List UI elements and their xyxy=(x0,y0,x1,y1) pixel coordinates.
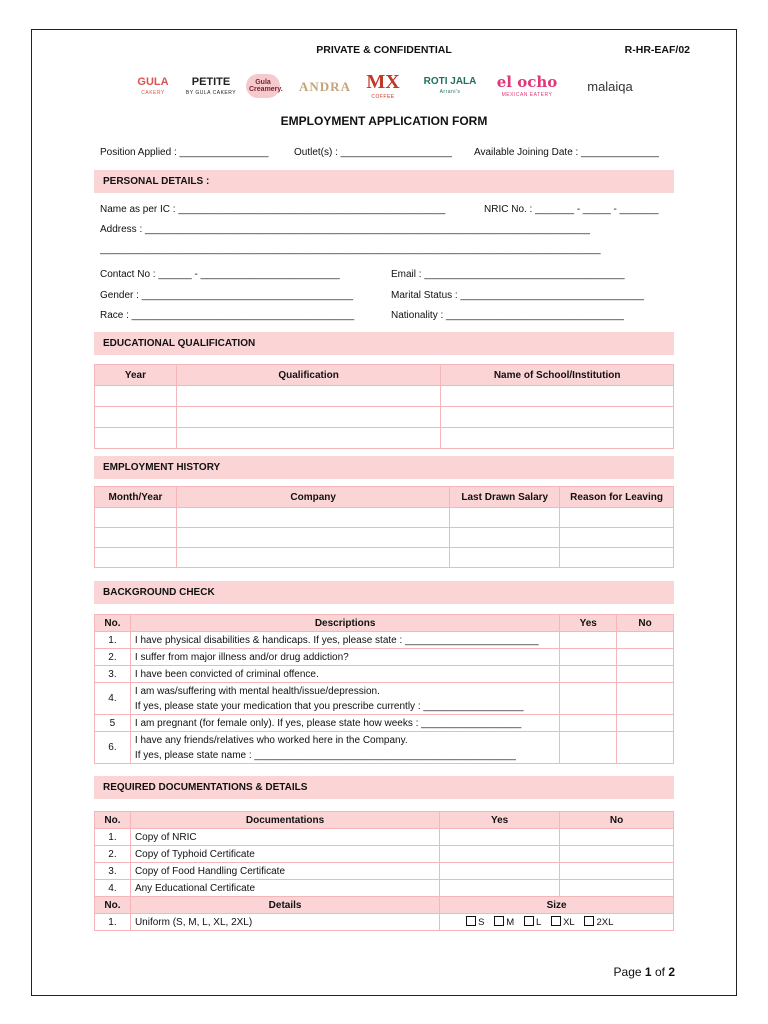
brand-logos-row xyxy=(128,70,648,102)
yes-cell[interactable] xyxy=(560,683,617,715)
logo-subtext: CAKERY xyxy=(141,89,165,96)
logo-text: MX xyxy=(366,71,400,93)
column-header: Company xyxy=(176,487,449,508)
form-title: EMPLOYMENT APPLICATION FORM xyxy=(280,114,488,128)
outlet-field[interactable]: Outlet(s) : ____________________ xyxy=(294,147,452,158)
background-check-table xyxy=(94,614,674,764)
no-cell[interactable] xyxy=(560,829,674,846)
yes-cell[interactable] xyxy=(560,715,617,732)
column-header: No xyxy=(560,812,674,829)
size-option-l[interactable] xyxy=(524,916,541,928)
checkbox-icon[interactable] xyxy=(466,916,476,926)
row-number: 6. xyxy=(95,732,131,764)
page-number: 1 xyxy=(644,965,652,979)
personal-details-heading: PERSONAL DETAILS : xyxy=(94,170,674,193)
no-cell[interactable] xyxy=(617,649,674,666)
table-row xyxy=(95,846,674,863)
nric-field[interactable]: NRIC No. : _______ - _____ - _______ xyxy=(484,204,659,215)
column-header: No xyxy=(617,615,674,632)
no-cell[interactable] xyxy=(617,715,674,732)
table-row xyxy=(95,880,674,897)
table-cell[interactable] xyxy=(95,428,177,449)
table-cell[interactable] xyxy=(560,508,674,528)
uniform-label: Uniform (S, M, L, XL, 2XL) xyxy=(130,914,439,931)
checkbox-icon[interactable] xyxy=(551,916,561,926)
contact-field[interactable]: Contact No : ______ - _________________________ xyxy=(100,269,340,280)
row-description xyxy=(130,732,559,764)
size-label: S xyxy=(478,917,485,928)
page-total: 2 xyxy=(668,965,675,979)
column-header: No. xyxy=(95,615,131,632)
row-description: I have been convicted of criminal offence. xyxy=(130,666,559,683)
gula-creamery-logo xyxy=(243,70,283,102)
employment-table xyxy=(94,486,674,568)
gula-cakery-logo xyxy=(128,70,178,102)
column-header: Reason for Leaving xyxy=(560,487,674,508)
email-field[interactable]: Email : ____________________________________ xyxy=(391,269,625,280)
table-cell[interactable] xyxy=(176,428,441,449)
document-code: R-HR-EAF/02 xyxy=(624,44,690,56)
size-option-xl[interactable] xyxy=(551,916,575,928)
row-description: I suffer from major illness and/or drug addiction? xyxy=(130,649,559,666)
table-cell[interactable] xyxy=(441,386,674,407)
table-row xyxy=(95,508,674,528)
education-table xyxy=(94,364,674,449)
table-row xyxy=(95,528,674,548)
size-label: L xyxy=(536,917,542,928)
description-line: I am was/suffering with mental health/issue/depression. xyxy=(134,685,380,697)
el-ocho-logo xyxy=(491,70,563,102)
education-heading: EDUCATIONAL QUALIFICATION xyxy=(94,332,674,355)
table-row xyxy=(95,863,674,880)
table-cell[interactable] xyxy=(176,508,449,528)
yes-cell[interactable] xyxy=(560,732,617,764)
table-cell[interactable] xyxy=(95,508,177,528)
table-cell[interactable] xyxy=(95,407,177,428)
table-row xyxy=(95,407,674,428)
table-cell[interactable] xyxy=(95,386,177,407)
column-header: Yes xyxy=(440,812,560,829)
row-number: 2. xyxy=(95,846,131,863)
yes-cell[interactable] xyxy=(440,829,560,846)
column-header: No. xyxy=(95,897,131,914)
nationality-field[interactable]: Nationality : ________________________________ xyxy=(391,310,624,321)
yes-cell[interactable] xyxy=(440,846,560,863)
yes-cell[interactable] xyxy=(440,863,560,880)
size-label: M xyxy=(506,917,515,928)
mx-coffee-logo xyxy=(361,70,405,102)
confidential-label: PRIVATE & CONFIDENTIAL xyxy=(316,44,452,56)
address-line-2-field[interactable]: __________________________________________________________________________________________ xyxy=(100,244,601,255)
gender-field[interactable]: Gender : ______________________________________ xyxy=(100,290,354,301)
logo-subtext: COFFEE xyxy=(371,94,395,100)
yes-cell[interactable] xyxy=(560,649,617,666)
table-row xyxy=(95,666,674,683)
table-row xyxy=(95,428,674,449)
column-header: Details xyxy=(130,897,439,914)
row-number: 1. xyxy=(95,632,131,649)
table-cell[interactable] xyxy=(176,528,449,548)
no-cell[interactable] xyxy=(617,732,674,764)
table-cell[interactable] xyxy=(441,407,674,428)
checkbox-icon[interactable] xyxy=(494,916,504,926)
table-cell[interactable] xyxy=(95,548,177,568)
employment-history-heading: EMPLOYMENT HISTORY xyxy=(94,456,674,479)
table-row xyxy=(95,632,674,649)
table-row xyxy=(95,386,674,407)
column-header: Year xyxy=(95,365,177,386)
logo-subtext: BY GULA CAKERY xyxy=(185,89,237,96)
document-name: Any Educational Certificate xyxy=(130,880,439,897)
checkbox-icon[interactable] xyxy=(584,916,594,926)
logo-text: malaiqa xyxy=(587,78,633,94)
address-field[interactable]: Address : ________________________________________________________________________________ xyxy=(100,224,590,235)
table-cell[interactable] xyxy=(450,548,560,568)
table-row xyxy=(95,649,674,666)
table-row xyxy=(95,548,674,568)
logo-text: ANDRA xyxy=(299,78,351,94)
background-check-heading: BACKGROUND CHECK xyxy=(94,581,674,604)
logo-text: GULA xyxy=(137,75,169,88)
marital-status-field[interactable]: Marital Status : _________________________________ xyxy=(391,290,644,301)
description-line: If yes, please state name : _______________________________________________ xyxy=(134,749,516,761)
table-cell[interactable] xyxy=(176,548,449,568)
row-number: 4. xyxy=(95,683,131,715)
race-field[interactable]: Race : ________________________________________ xyxy=(100,310,355,321)
no-cell[interactable] xyxy=(560,863,674,880)
size-option-m[interactable] xyxy=(494,916,514,928)
column-header: No. xyxy=(95,812,131,829)
no-cell[interactable] xyxy=(617,632,674,649)
row-number: 3. xyxy=(95,863,131,880)
table-cell[interactable] xyxy=(441,428,674,449)
row-description: I have physical disabilities & handicaps. If yes, please state : ________________________ xyxy=(130,632,559,649)
documents-table xyxy=(94,811,674,931)
column-header: Yes xyxy=(560,615,617,632)
row-number: 1. xyxy=(95,914,131,931)
no-cell[interactable] xyxy=(617,683,674,715)
no-cell[interactable] xyxy=(617,666,674,683)
joining-date-field[interactable]: Available Joining Date : ______________ xyxy=(474,147,659,158)
table-row xyxy=(95,715,674,732)
position-applied-field[interactable]: Position Applied : ________________ xyxy=(100,147,269,158)
logo-text: el ocho xyxy=(496,72,558,91)
page-indicator xyxy=(614,965,675,979)
table-row xyxy=(95,829,674,846)
size-option-2xl[interactable] xyxy=(584,916,613,928)
document-name: Copy of Typhoid Certificate xyxy=(130,846,439,863)
row-description: I am pregnant (for female only). If yes, please state how weeks : __________________ xyxy=(130,715,559,732)
logo-subtext: MEXICAN EATERY xyxy=(501,91,553,98)
malaiqa-logo xyxy=(571,70,649,102)
logo-text: Gula Creamery. xyxy=(246,74,280,98)
document-name: Copy of Food Handling Certificate xyxy=(130,863,439,880)
table-cell[interactable] xyxy=(176,407,441,428)
required-documents-heading: REQUIRED DOCUMENTATIONS & DETAILS xyxy=(94,776,674,799)
row-number: 4. xyxy=(95,880,131,897)
size-options xyxy=(440,914,674,931)
logo-text: PETITE xyxy=(191,75,231,88)
logo-subtext: Arrani's xyxy=(439,89,461,95)
table-row xyxy=(95,914,674,931)
row-description xyxy=(130,683,559,715)
column-header: Last Drawn Salary xyxy=(450,487,560,508)
size-option-s[interactable] xyxy=(466,916,484,928)
andra-logo xyxy=(296,70,354,102)
column-header: Name of School/Institution xyxy=(441,365,674,386)
column-header: Size xyxy=(440,897,674,914)
roti-jala-logo xyxy=(419,70,481,102)
column-header: Month/Year xyxy=(95,487,177,508)
table-cell[interactable] xyxy=(95,528,177,548)
gula-petite-logo xyxy=(186,70,236,102)
size-label: XL xyxy=(563,917,575,928)
column-header: Descriptions xyxy=(130,615,559,632)
row-number: 5 xyxy=(95,715,131,732)
logo-text: ROTI JALA xyxy=(423,76,477,87)
description-line: If yes, please state your medication that you prescribe currently : __________________ xyxy=(134,700,524,712)
name-field[interactable]: Name as per IC : ________________________________________________ xyxy=(100,204,446,215)
row-number: 1. xyxy=(95,829,131,846)
table-row xyxy=(95,732,674,764)
page-label: Page xyxy=(613,965,642,979)
size-label: 2XL xyxy=(596,917,614,928)
page-of: of xyxy=(654,965,665,979)
column-header: Documentations xyxy=(130,812,439,829)
table-cell[interactable] xyxy=(450,508,560,528)
table-cell[interactable] xyxy=(450,528,560,548)
table-row xyxy=(95,683,674,715)
yes-cell[interactable] xyxy=(560,632,617,649)
table-cell[interactable] xyxy=(560,548,674,568)
row-number: 3. xyxy=(95,666,131,683)
yes-cell[interactable] xyxy=(440,880,560,897)
checkbox-icon[interactable] xyxy=(524,916,534,926)
document-name: Copy of NRIC xyxy=(130,829,439,846)
no-cell[interactable] xyxy=(560,846,674,863)
description-line: I have any friends/relatives who worked here in the Company. xyxy=(134,734,408,746)
row-number: 2. xyxy=(95,649,131,666)
no-cell[interactable] xyxy=(560,880,674,897)
table-cell[interactable] xyxy=(560,528,674,548)
yes-cell[interactable] xyxy=(560,666,617,683)
column-header: Qualification xyxy=(176,365,441,386)
form-page xyxy=(31,29,737,996)
table-cell[interactable] xyxy=(176,386,441,407)
